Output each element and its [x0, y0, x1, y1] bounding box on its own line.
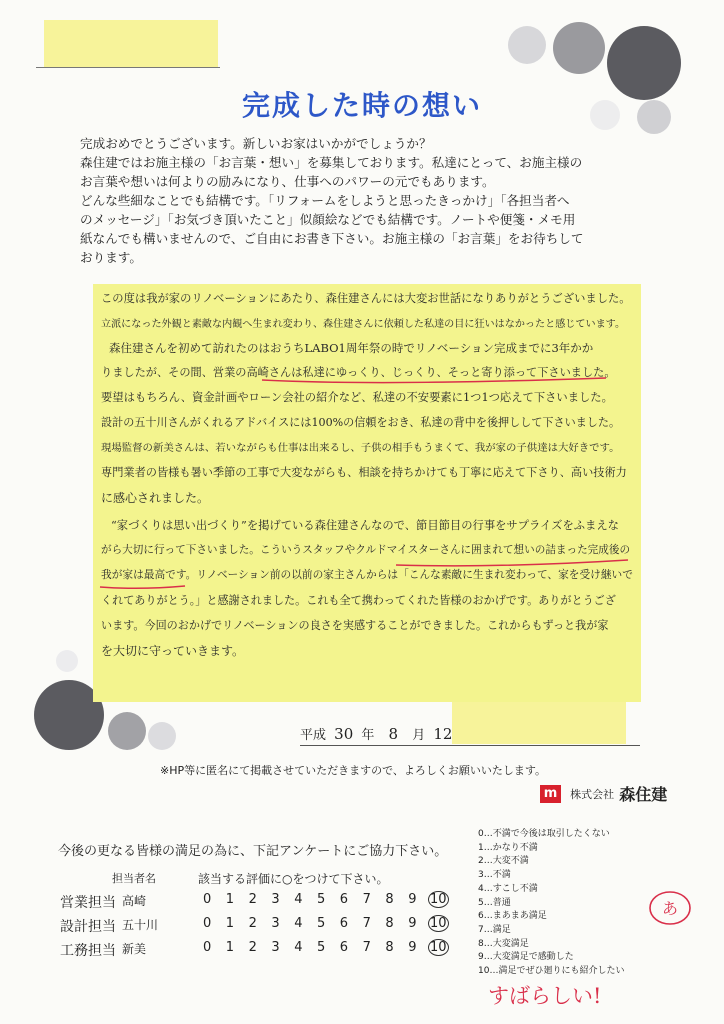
- survey-row: [60, 940, 447, 960]
- rating-option[interactable]: 10: [430, 940, 447, 955]
- survey-role: 設計担当: [60, 919, 116, 935]
- letter-line: に感心されました。: [101, 491, 210, 505]
- letter-line: この度は我が家のリノベーションにあたり、森住建さんには大変お世話になりありがとうございました。: [101, 292, 631, 305]
- legend-item: 0…不満で今後は取引したくない: [478, 829, 610, 839]
- rating-option[interactable]: 6: [339, 916, 349, 931]
- survey-role: 工務担当: [60, 943, 116, 959]
- intro-line: 森住建ではお施主様の「お言葉・想い」を募集しております。私達にとって、お施主様の: [80, 155, 583, 170]
- rating-option[interactable]: 3: [271, 892, 280, 907]
- page-title: 完成した時の想い: [241, 89, 482, 122]
- logo-mark-icon: m: [540, 785, 561, 803]
- rating-option[interactable]: 10: [430, 892, 447, 907]
- date-day: 12: [433, 725, 453, 743]
- company-logo: [540, 782, 667, 805]
- staff-header: 担当者名: [112, 872, 156, 885]
- rating-option[interactable]: 1: [225, 940, 235, 955]
- rating-option[interactable]: 3: [271, 916, 280, 931]
- redacted-signature-box: [452, 702, 626, 744]
- company-prefix: 株式会社: [570, 787, 615, 801]
- rating-option[interactable]: 4: [294, 940, 303, 955]
- rating-option[interactable]: 9: [408, 940, 417, 955]
- letter-line: 立派になった外観と素敵な内観へ生まれ変わり、森住建さんに依頼した私達の目に狂いはなかったと感じています。: [101, 319, 626, 330]
- rating-option[interactable]: 5: [317, 940, 326, 955]
- letter-line: りましたが、その間、営業の高崎さんは私達にゆっくり、じっくり、そっと寄り添って下さいました。: [101, 366, 616, 379]
- date-era: 平成: [300, 728, 327, 743]
- letter-line: 森住建さんを初めて訪れたのはおうちLABO1周年祭の時でリノベーション完成までに3年かか: [109, 341, 594, 355]
- legend-item: 5…普通: [478, 897, 511, 908]
- rating-option[interactable]: 4: [294, 892, 303, 907]
- rating-legend: [478, 828, 624, 979]
- date-year: 30: [334, 725, 354, 743]
- letter-line: くれてありがとう。」と感謝されました。これも全て携わってくれた皆様のおかげです。ありがとうござ: [101, 594, 616, 607]
- rating-option[interactable]: 7: [362, 940, 371, 955]
- letter-line: 我が家は最高です。リノベーション前の以前の家主さんからは「こんな素敵に生まれ変わって、家を受け継いで: [101, 568, 633, 581]
- rating-option[interactable]: 6: [339, 892, 349, 907]
- rating-option[interactable]: 5: [317, 916, 326, 931]
- intro-line: 紙なんでも構いませんので、ご自由にお書き下さい。お施主様の「お言葉」をお待ちして: [80, 231, 584, 246]
- approval-stamp-icon: [646, 888, 694, 928]
- legend-item: 1…かなり不満: [478, 842, 538, 853]
- rating-option[interactable]: 2: [248, 892, 257, 907]
- survey-role: 営業担当: [60, 895, 116, 911]
- legend-item: 2…大変不満: [478, 856, 529, 867]
- rating-option[interactable]: 3: [271, 940, 280, 955]
- svg-text:あ: あ: [661, 899, 679, 918]
- intro-line: 完成おめでとうございます。新しいお家はいかがでしょうか？: [80, 136, 432, 151]
- rating-option[interactable]: 2: [248, 916, 257, 931]
- rating-option[interactable]: 5: [317, 892, 326, 907]
- letter-line: “家づくりは思い出づくり”を掲げている森住建さんなので、節目節目の行事をサプライズをふまえな: [111, 519, 619, 532]
- rating-option[interactable]: 0: [203, 892, 212, 907]
- rating-header: 該当する評価に○をつけて下さい。: [198, 872, 389, 886]
- intro-line: おります。: [80, 250, 142, 265]
- letter-line: を大切に守っていきます。: [101, 644, 245, 658]
- legend-item: 8…大変満足: [478, 938, 529, 949]
- intro-line: お言葉や想いは何よりの励みになり、仕事へのパワーの元でもあります。: [80, 174, 495, 189]
- letter-line: 専門業者の皆様も暑い季節の工事で大変ながらも、相談を持ちかけても丁寧に応えて下さり、高い技術力: [101, 466, 627, 479]
- survey-staff-name: 高崎: [122, 894, 147, 908]
- date-month-unit: 月: [412, 728, 426, 743]
- rating-option[interactable]: 1: [225, 892, 235, 907]
- letter-line: 現場監督の新美さんは、若いながらも仕事は出来るし、子供の相手もうまくて、我が家の子供達は大好きです。: [101, 442, 620, 454]
- rating-option[interactable]: 8: [385, 892, 394, 907]
- legend-item: 9…大変満足で感動した: [478, 952, 574, 963]
- legend-item: 10…満足でぜひ廻りにも紹介したい: [478, 966, 625, 977]
- rating-option[interactable]: 7: [362, 916, 371, 931]
- legend-item: 4…すこし不満: [478, 883, 538, 894]
- rating-option[interactable]: 10: [430, 916, 447, 931]
- rating-option[interactable]: 8: [385, 916, 394, 931]
- intro-line: どんな些細なことでも結構です。「リフォームをしようと思ったきっかけ」「各担当者へ: [80, 193, 570, 208]
- publication-notice: ※HP等に匿名にて掲載させていただきますので、よろしくお願いいたします。: [160, 764, 547, 777]
- handwritten-note: すばらしい!: [488, 984, 602, 1008]
- rating-option[interactable]: 9: [408, 892, 417, 907]
- rating-option[interactable]: 2: [248, 940, 257, 955]
- legend-item: 3…不満: [478, 870, 511, 881]
- survey-intro: 今後の更なる皆様の満足の為に、下記アンケートにご協力下さい。: [58, 844, 448, 859]
- letter-line: がら大切に行って下さいました。こういうスタッフやクルドマイスターさんに囲まれて想いの詰まった完成後の: [101, 544, 631, 556]
- survey-row: [60, 916, 447, 936]
- letter-line: います。今回のおかげでリノベーションの良さを実感することができました。これからもずっと我が家: [101, 619, 609, 632]
- rating-option[interactable]: 1: [225, 916, 235, 931]
- legend-item: 7…満足: [478, 924, 511, 935]
- rating-option[interactable]: 0: [203, 916, 212, 931]
- date-month: 8: [388, 725, 399, 743]
- rating-option[interactable]: 8: [385, 940, 394, 955]
- company-name: 森住建: [619, 785, 668, 804]
- intro-line: のメッセージ」「お気づき頂いたこと」似顔絵などでも結構です。ノートや便箋・メモ用: [80, 212, 576, 227]
- rating-option[interactable]: 7: [362, 892, 371, 907]
- rating-option[interactable]: 4: [294, 916, 303, 931]
- rating-option[interactable]: 9: [408, 916, 417, 931]
- rating-option[interactable]: 6: [339, 940, 349, 955]
- letter-line: 要望はもちろん、資金計画やローン会社の紹介など、私達の不安要素に1つ1つ応えて下さいました。: [101, 391, 613, 404]
- date-underline: [300, 745, 640, 746]
- rating-option[interactable]: 0: [203, 940, 212, 955]
- survey-staff-name: 五十川: [122, 918, 159, 932]
- survey-staff-name: 新美: [122, 942, 147, 956]
- survey-row: [60, 892, 447, 912]
- legend-item: 6…まあまあ満足: [478, 911, 547, 922]
- letter-line: 設計の五十川さんがくれるアドバイスには100%の信頼をおき、私達の背中を後押しして下さいました。: [101, 416, 621, 429]
- date-year-unit: 年: [361, 728, 375, 743]
